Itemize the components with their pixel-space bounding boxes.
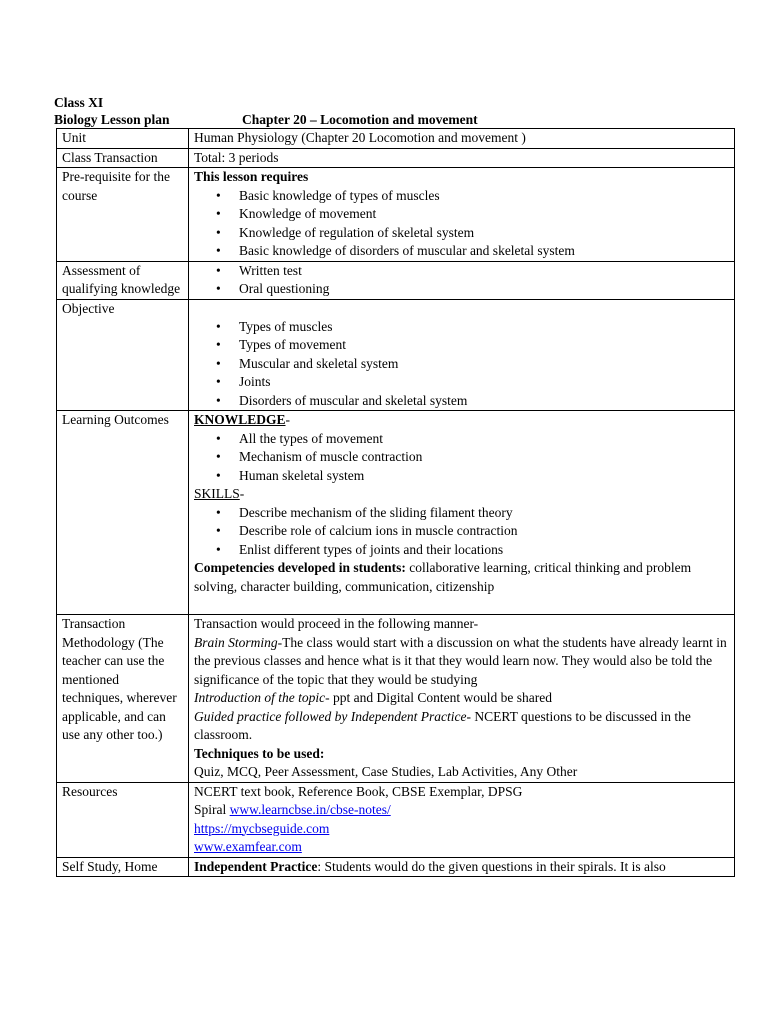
lesson-plan-title: Biology Lesson plan xyxy=(54,112,170,127)
chapter-title: Chapter 20 – Locomotion and movement xyxy=(242,112,478,127)
list-item: • Knowledge of regulation of skeletal system xyxy=(239,224,729,243)
methodology-label: Transaction Methodology (The teacher can use the mentioned techniques, wherever applicable, and can use any other too.) xyxy=(57,615,189,783)
mycbseguide-link[interactable]: https://mycbseguide.com xyxy=(194,820,330,836)
row-objective xyxy=(57,299,735,411)
list-item: • Describe role of calcium ions in muscle contraction xyxy=(239,522,729,541)
row-assessment xyxy=(57,261,735,299)
prereq-label: Pre-requisite for the course xyxy=(57,168,189,262)
list-item: • Describe mechanism of the sliding filament theory xyxy=(239,504,729,523)
resources-line: NCERT text book, Reference Book, CBSE Exemplar, DPSG xyxy=(194,783,523,799)
skills-list xyxy=(194,504,729,560)
prereq-heading: This lesson requires xyxy=(194,169,309,184)
header-row xyxy=(54,111,478,128)
techniques-label: Techniques to be used: xyxy=(194,745,325,761)
unit-value: Human Physiology (Chapter 20 Locomotion and movement ) xyxy=(189,129,735,149)
list-item: • Mechanism of muscle contraction xyxy=(239,448,729,467)
row-prerequisite xyxy=(57,168,735,262)
intro-topic-paragraph xyxy=(194,689,729,708)
document-header xyxy=(54,94,478,128)
guided-paragraph xyxy=(194,708,729,745)
prereq-cell xyxy=(189,168,735,262)
brainstorm-paragraph xyxy=(194,634,729,690)
row-unit xyxy=(57,129,735,149)
knowledge-heading: KNOWLEDGE xyxy=(194,412,286,427)
lesson-plan-table xyxy=(56,128,735,877)
list-item: • Knowledge of movement xyxy=(239,205,729,224)
transaction-value: Total: 3 periods xyxy=(189,148,735,168)
competencies-label: Competencies developed in students: xyxy=(194,560,406,575)
intro-topic-text: - ppt and Digital Content would be shared xyxy=(325,690,552,705)
list-item: • Oral questioning xyxy=(239,280,729,299)
spiral-line xyxy=(194,801,729,820)
row-learning-outcomes xyxy=(57,411,735,615)
objective-cell xyxy=(189,299,735,411)
prereq-list xyxy=(194,187,729,261)
class-title: Class XI xyxy=(54,95,104,110)
skills-heading: SKILLS xyxy=(194,486,240,501)
list-item: • Joints xyxy=(239,373,729,392)
row-class-transaction xyxy=(57,148,735,168)
row-methodology xyxy=(57,615,735,783)
list-item: • Enlist different types of joints and their locations xyxy=(239,541,729,560)
outcomes-label: Learning Outcomes xyxy=(57,411,189,615)
unit-label: Unit xyxy=(57,129,189,149)
list-item: • Written test xyxy=(239,262,729,281)
brainstorm-label: Brain Storming xyxy=(194,634,278,650)
assessment-cell xyxy=(189,261,735,299)
knowledge-suffix: - xyxy=(285,412,291,427)
competencies-paragraph xyxy=(194,559,729,596)
row-self-study xyxy=(57,857,735,877)
objective-list xyxy=(194,318,729,411)
list-item: • Disorders of muscular and skeletal system xyxy=(239,392,729,411)
spacer xyxy=(194,300,729,318)
outcomes-cell xyxy=(189,411,735,615)
examfear-link[interactable]: www.examfear.com xyxy=(194,839,302,854)
guided-text: - NCERT questions to be discussed in the classroom. xyxy=(194,708,691,742)
list-item: • Human skeletal system xyxy=(239,467,729,486)
link-line xyxy=(194,838,729,857)
list-item: • Muscular and skeletal system xyxy=(239,355,729,374)
assessment-label: Assessment of qualifying knowledge xyxy=(57,261,189,299)
list-item: • All the types of movement xyxy=(239,430,729,449)
methodology-cell xyxy=(189,615,735,783)
learncbse-link[interactable]: www.learncbse.in/cbse-notes/ xyxy=(229,802,391,817)
methodology-intro: Transaction would proceed in the following manner- xyxy=(194,616,479,631)
resources-label: Resources xyxy=(57,782,189,857)
resources-cell xyxy=(189,782,735,857)
brainstorm-text: -The class would start with a discussion on what the students have already learnt in the previous classes and hence what is it that they would learn now. They would also be told the significance of the topic that they would be studying xyxy=(194,634,727,687)
intro-topic-label: Introduction of the topic xyxy=(194,690,326,705)
skills-suffix: - xyxy=(239,486,245,501)
list-item: • Types of muscles xyxy=(239,318,729,337)
skills-heading-line xyxy=(194,485,729,504)
spacer xyxy=(194,596,729,614)
row-resources xyxy=(57,782,735,857)
list-item: • Types of movement xyxy=(239,336,729,355)
link-line xyxy=(194,820,729,839)
knowledge-heading-line xyxy=(194,411,729,430)
techniques-text: Quiz, MCQ, Peer Assessment, Case Studies, Lab Activities, Any Other xyxy=(194,764,578,779)
selfstudy-bold-label: Independent Practice xyxy=(194,858,318,874)
spiral-prefix: Spiral xyxy=(194,802,230,817)
assessment-list xyxy=(194,262,729,299)
selfstudy-label: Self Study, Home xyxy=(57,857,189,877)
transaction-label: Class Transaction xyxy=(57,148,189,168)
guided-label: Guided practice followed by Independent Practice xyxy=(194,708,467,724)
competencies-text: collaborative learning, critical thinking and problem solving, character building, communication, citizenship xyxy=(194,560,692,594)
list-item: • Basic knowledge of disorders of muscular and skeletal system xyxy=(239,242,729,261)
selfstudy-text: : Students would do the given questions in their spirals. It is also xyxy=(317,858,666,874)
objective-label: Objective xyxy=(57,299,189,411)
list-item: • Basic knowledge of types of muscles xyxy=(239,187,729,206)
selfstudy-cell xyxy=(189,857,735,877)
knowledge-list xyxy=(194,430,729,486)
